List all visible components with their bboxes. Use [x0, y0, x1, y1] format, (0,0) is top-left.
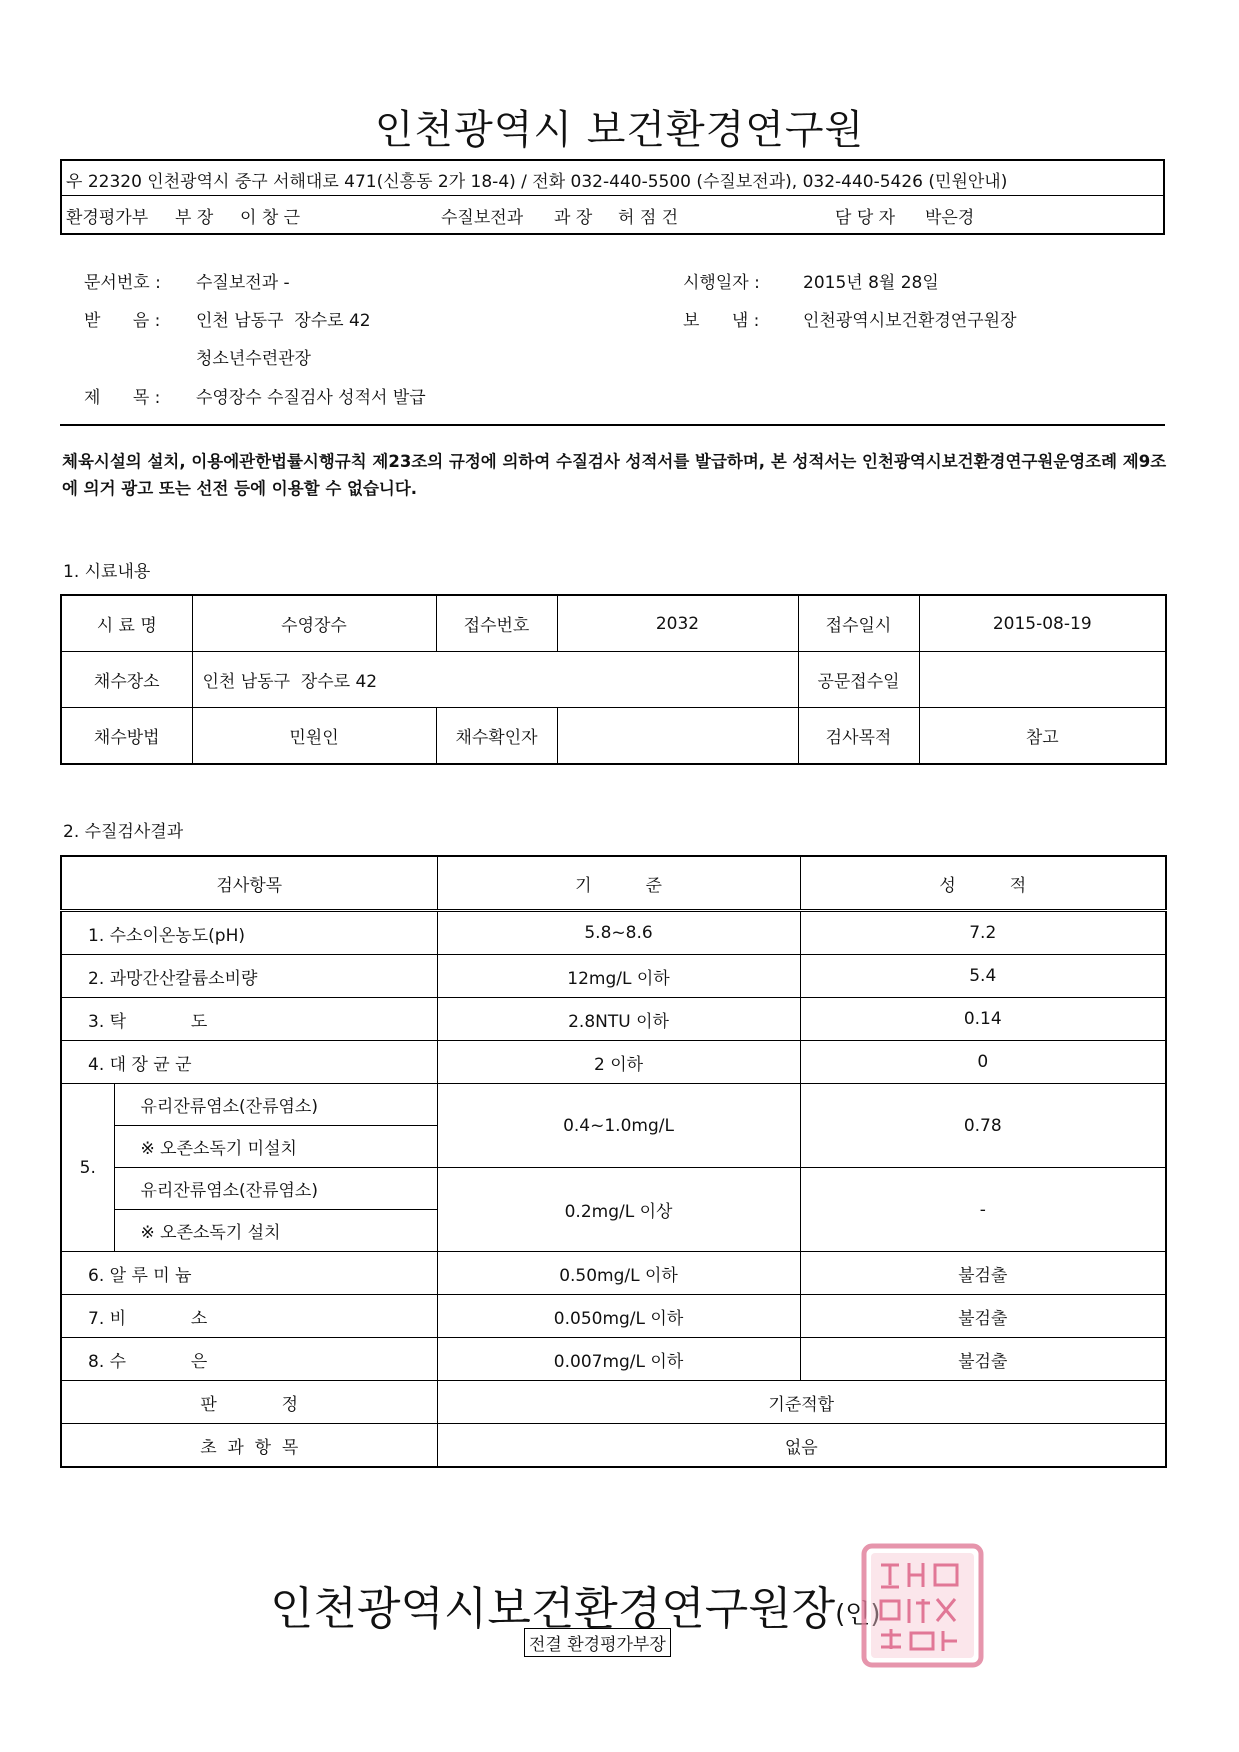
table-row	[61, 1168, 1166, 1210]
place-label: 채수장소	[61, 652, 192, 708]
header-address: 우 22320 인천광역시 중구 서해대로 471(신흥동 2가 18-4) / 전화 032-440-5500 (수질보전과), 032-440-5426 (민원안내)	[66, 172, 1008, 192]
meta-divider	[60, 424, 1165, 426]
sample-name: 수영장수	[192, 595, 436, 652]
official-date-label: 공문접수일	[798, 652, 919, 708]
result-standard: 2 이하	[437, 1041, 800, 1084]
header-name3: 박은경	[925, 208, 975, 228]
sample-name-label: 시 료 명	[61, 595, 192, 652]
header-name1: 이 창 근	[240, 208, 301, 228]
subject: 수영장수 수질검사 성적서 발급	[196, 388, 426, 408]
row5a-item: 유리잔류염소(잔류염소)	[114, 1084, 437, 1126]
doc-no-label: 문서번호 :	[84, 273, 161, 293]
result-value: 불검출	[800, 1338, 1166, 1381]
sample-table	[60, 594, 1167, 765]
recipient-label: 받 음 :	[84, 311, 161, 331]
header-name2: 허 점 건	[618, 208, 679, 228]
receipt-no: 2032	[557, 595, 798, 652]
document-title: 인천광역시 보건환경연구원	[374, 107, 865, 153]
result-standard: 0.007mg/L 이하	[437, 1338, 800, 1381]
row5a-result: 0.78	[800, 1084, 1166, 1168]
result-standard: 0.050mg/L 이하	[437, 1295, 800, 1338]
table-row	[61, 911, 1166, 955]
receipt-no-label: 접수번호	[436, 595, 557, 652]
result-item: 1. 수소이온농도(pH)	[61, 911, 437, 955]
exceed-label: 초 과 항 목	[61, 1424, 437, 1468]
table-row	[61, 652, 1166, 708]
table-header-row	[61, 856, 1166, 911]
header-dept1: 환경평가부	[66, 208, 149, 228]
col-standard-header: 기 준	[437, 856, 800, 911]
purpose: 참고	[919, 708, 1166, 765]
result-value: 5.4	[800, 955, 1166, 998]
footer-seal-suffix: (인)	[835, 1599, 881, 1630]
exec-date: 2015년 8월 28일	[803, 273, 939, 293]
footer-issuer-name: 인천광역시보건환경연구원장	[270, 1582, 836, 1635]
header-box	[60, 159, 1165, 235]
table-row	[61, 1084, 1166, 1126]
table-row	[61, 1041, 1166, 1084]
table-row	[61, 1424, 1166, 1468]
table-row	[61, 595, 1166, 652]
purpose-label: 검사목적	[798, 708, 919, 765]
method: 민원인	[192, 708, 436, 765]
confirmer-label: 채수확인자	[436, 708, 557, 765]
header-role2: 과 장	[554, 208, 593, 228]
sender-label: 보 냄 :	[683, 311, 760, 331]
recipient-1: 인천 남동구 장수로 42	[196, 311, 371, 331]
result-standard: 2.8NTU 이하	[437, 998, 800, 1041]
recipient-2: 청소년수련관장	[196, 349, 311, 369]
subject-label: 제 목 :	[84, 388, 161, 408]
footer-delegation: 전결 환경평가부장	[524, 1628, 671, 1657]
doc-no: 수질보전과 -	[196, 273, 290, 293]
table-row	[61, 1338, 1166, 1381]
row5b-item: 유리잔류염소(잔류염소)	[114, 1168, 437, 1210]
result-item: 4. 대 장 균 군	[61, 1041, 437, 1084]
table-row	[61, 1381, 1166, 1424]
method-label: 채수방법	[61, 708, 192, 765]
judgement-label: 판 정	[61, 1381, 437, 1424]
official-seal-icon	[861, 1543, 984, 1668]
section-results-title: 2. 수질검사결과	[63, 822, 184, 842]
official-date	[919, 652, 1166, 708]
col-result-header: 성 적	[800, 856, 1166, 911]
place: 인천 남동구 장수로 42	[192, 652, 798, 708]
table-row	[61, 998, 1166, 1041]
header-role3: 담 당 자	[835, 208, 896, 228]
table-row	[61, 708, 1166, 765]
result-item: 8. 수 은	[61, 1338, 437, 1381]
notice-text: 체육시설의 설치, 이용에관한법률시행규칙 제23조의 규정에 의하여 수질검사 성적서를 발급하며, 본 성적서는 인천광역시보건환경연구원운영조례 제9조에 의거 광고 또는 선전 등에 이용할 수 없습니다.	[62, 452, 1167, 498]
result-standard: 12mg/L 이하	[437, 955, 800, 998]
header-divider	[62, 195, 1163, 196]
table-row	[61, 1295, 1166, 1338]
exceed: 없음	[437, 1424, 1166, 1468]
result-item: 3. 탁 도	[61, 998, 437, 1041]
result-value: 불검출	[800, 1295, 1166, 1338]
row5a-note: ※ 오존소독기 미설치	[114, 1126, 437, 1168]
result-value: 0.14	[800, 998, 1166, 1041]
section-sample-title: 1. 시료내용	[63, 562, 151, 582]
results-table	[60, 855, 1167, 1468]
judgement: 기준적합	[437, 1381, 1166, 1424]
header-role1: 부 장	[175, 208, 214, 228]
result-item: 7. 비 소	[61, 1295, 437, 1338]
result-value: 0	[800, 1041, 1166, 1084]
sender: 인천광역시보건환경연구원장	[803, 311, 1017, 331]
row5b-result: -	[800, 1168, 1166, 1252]
table-row	[61, 955, 1166, 998]
confirmer	[557, 708, 798, 765]
result-item: 2. 과망간산칼륨소비량	[61, 955, 437, 998]
exec-date-label: 시행일자 :	[683, 273, 760, 293]
receipt-date: 2015-08-19	[919, 595, 1166, 652]
result-standard: 0.50mg/L 이하	[437, 1252, 800, 1295]
header-dept2: 수질보전과	[441, 208, 524, 228]
col-item-header: 검사항목	[61, 856, 437, 911]
result-item: 6. 알 루 미 늄	[61, 1252, 437, 1295]
row5-number: 5.	[61, 1084, 114, 1252]
row5b-standard: 0.2mg/L 이상	[437, 1168, 800, 1252]
result-standard: 5.8~8.6	[437, 911, 800, 955]
result-value: 불검출	[800, 1252, 1166, 1295]
receipt-date-label: 접수일시	[798, 595, 919, 652]
row5b-note: ※ 오존소독기 설치	[114, 1210, 437, 1252]
table-row	[61, 1252, 1166, 1295]
result-value: 7.2	[800, 911, 1166, 955]
row5a-standard: 0.4~1.0mg/L	[437, 1084, 800, 1168]
